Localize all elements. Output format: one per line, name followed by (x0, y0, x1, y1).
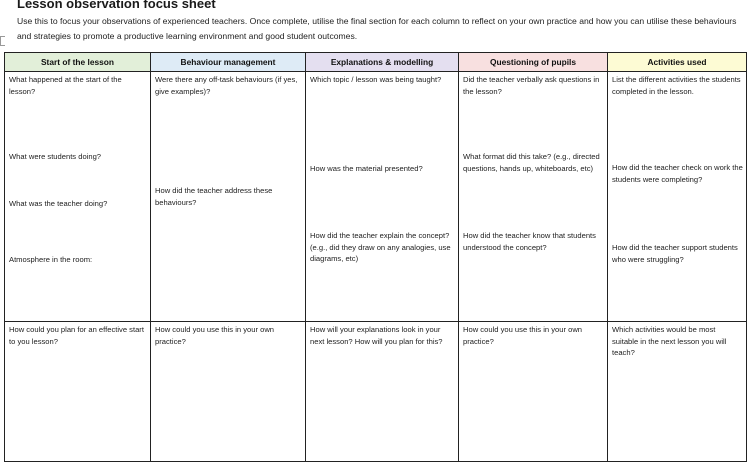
header-explanations-modelling: Explanations & modelling (306, 53, 459, 72)
reflection-text: How could you use this in your own practice? (155, 325, 275, 346)
question-text: How did the teacher check on work the students were completing? (612, 163, 743, 184)
question-text: How did the teacher know that students understood the concept? (463, 231, 596, 252)
question-text: How was the material presented? (310, 164, 423, 173)
header-row (5, 53, 747, 72)
reflection-cell-explanations-modelling[interactable] (306, 322, 459, 462)
observation-table (4, 52, 747, 462)
question-text: How did the teacher address these behaviours? (155, 186, 273, 207)
reflection-cell-behaviour-management[interactable] (151, 322, 306, 462)
cell-explanations-modelling[interactable] (306, 72, 459, 322)
reflection-text: How will your explanations look in your next lesson? How will you plan for this? (310, 325, 443, 346)
header-behaviour-management: Behaviour management (151, 53, 306, 72)
question-text: What happened at the start of the lesson? (9, 75, 122, 96)
question-text: What format did this take? (e.g., directed questions, hands up, whiteboards, etc) (463, 152, 600, 173)
question-text: List the different activities the students completed in the lesson. (612, 75, 741, 96)
reflection-row (5, 322, 747, 462)
margin-bracket (0, 36, 5, 46)
question-text: How did the teacher support students who were struggling? (612, 243, 738, 264)
cell-behaviour-management[interactable] (151, 72, 306, 322)
question-text: How did the teacher explain the concept? (e.g., did they draw on any analogies, use diagrams, etc) (310, 231, 451, 264)
observation-row (5, 72, 747, 322)
page-title: Lesson observation focus sheet (17, 0, 216, 11)
header-start-of-lesson: Start of the lesson (5, 53, 151, 72)
cell-questioning-of-pupils[interactable] (459, 72, 608, 322)
question-text: What were students doing? (9, 152, 102, 161)
cell-start-of-lesson[interactable] (5, 72, 151, 322)
question-text: Did the teacher verbally ask questions in the lesson? (463, 75, 600, 96)
intro-text: Use this to focus your observations of experienced teachers. Once complete, utilise the final section for each column to reflect on your own practice and how you can utilise these behaviours and strategies to promote a productive learning environment and good student outcomes. (17, 16, 737, 41)
question-text: Were there any off-task behaviours (if yes, give examples)? (155, 75, 298, 96)
reflection-cell-questioning-of-pupils[interactable] (459, 322, 608, 462)
cell-activities-used[interactable] (608, 72, 747, 322)
reflection-cell-activities-used[interactable] (608, 322, 747, 462)
reflection-text: How could you use this in your own practice? (463, 325, 583, 346)
reflection-cell-start-of-lesson[interactable] (5, 322, 151, 462)
question-text: Which topic / lesson was being taught? (310, 75, 442, 84)
reflection-text: Which activities would be most suitable in the next lesson you will teach? (612, 325, 727, 358)
question-text: Atmosphere in the room: (9, 255, 93, 264)
question-text: What was the teacher doing? (9, 199, 108, 208)
header-questioning-of-pupils: Questioning of pupils (459, 53, 608, 72)
header-activities-used: Activities used (608, 53, 747, 72)
reflection-text: How could you plan for an effective start to you lesson? (9, 325, 144, 346)
